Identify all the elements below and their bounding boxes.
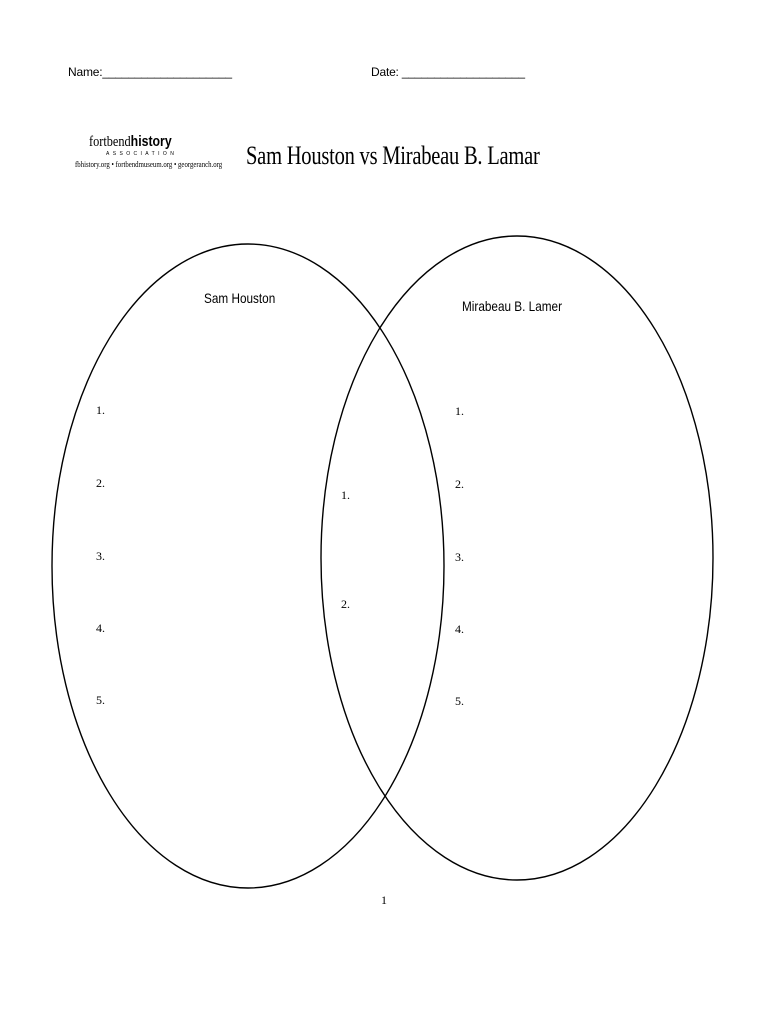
left-item-2: 2.: [96, 476, 105, 490]
overlap-item-2: 2.: [341, 597, 350, 611]
right-item-2: 2.: [455, 477, 464, 491]
page-title: Sam Houston vs Mirabeau B. Lamar: [246, 141, 540, 170]
logo-association: ASSOCIATION: [106, 151, 178, 157]
right-item-4: 4.: [455, 622, 464, 636]
left-item-1: 1.: [96, 403, 105, 417]
date-field[interactable]: Date: ___________________: [371, 65, 525, 79]
right-circle: [321, 236, 713, 880]
left-circle-label: Sam Houston: [204, 290, 276, 306]
right-item-3: 3.: [455, 550, 464, 564]
overlap-item-1: 1.: [341, 488, 350, 502]
logo-prefix: fortbend: [89, 134, 131, 150]
name-field[interactable]: Name:____________________: [68, 65, 232, 79]
left-item-5: 5.: [96, 693, 105, 707]
left-item-3: 3.: [96, 549, 105, 563]
left-item-4: 4.: [96, 621, 105, 635]
left-circle: [52, 244, 444, 888]
logo-bold: history: [130, 133, 172, 150]
right-circle-label: Mirabeau B. Lamer: [462, 298, 563, 314]
right-item-1: 1.: [455, 404, 464, 418]
logo-urls: fbhistory.org • fortbendmuseum.org • georgeranch.org: [75, 160, 223, 169]
right-item-5: 5.: [455, 694, 464, 708]
page-number: 1: [381, 893, 387, 907]
